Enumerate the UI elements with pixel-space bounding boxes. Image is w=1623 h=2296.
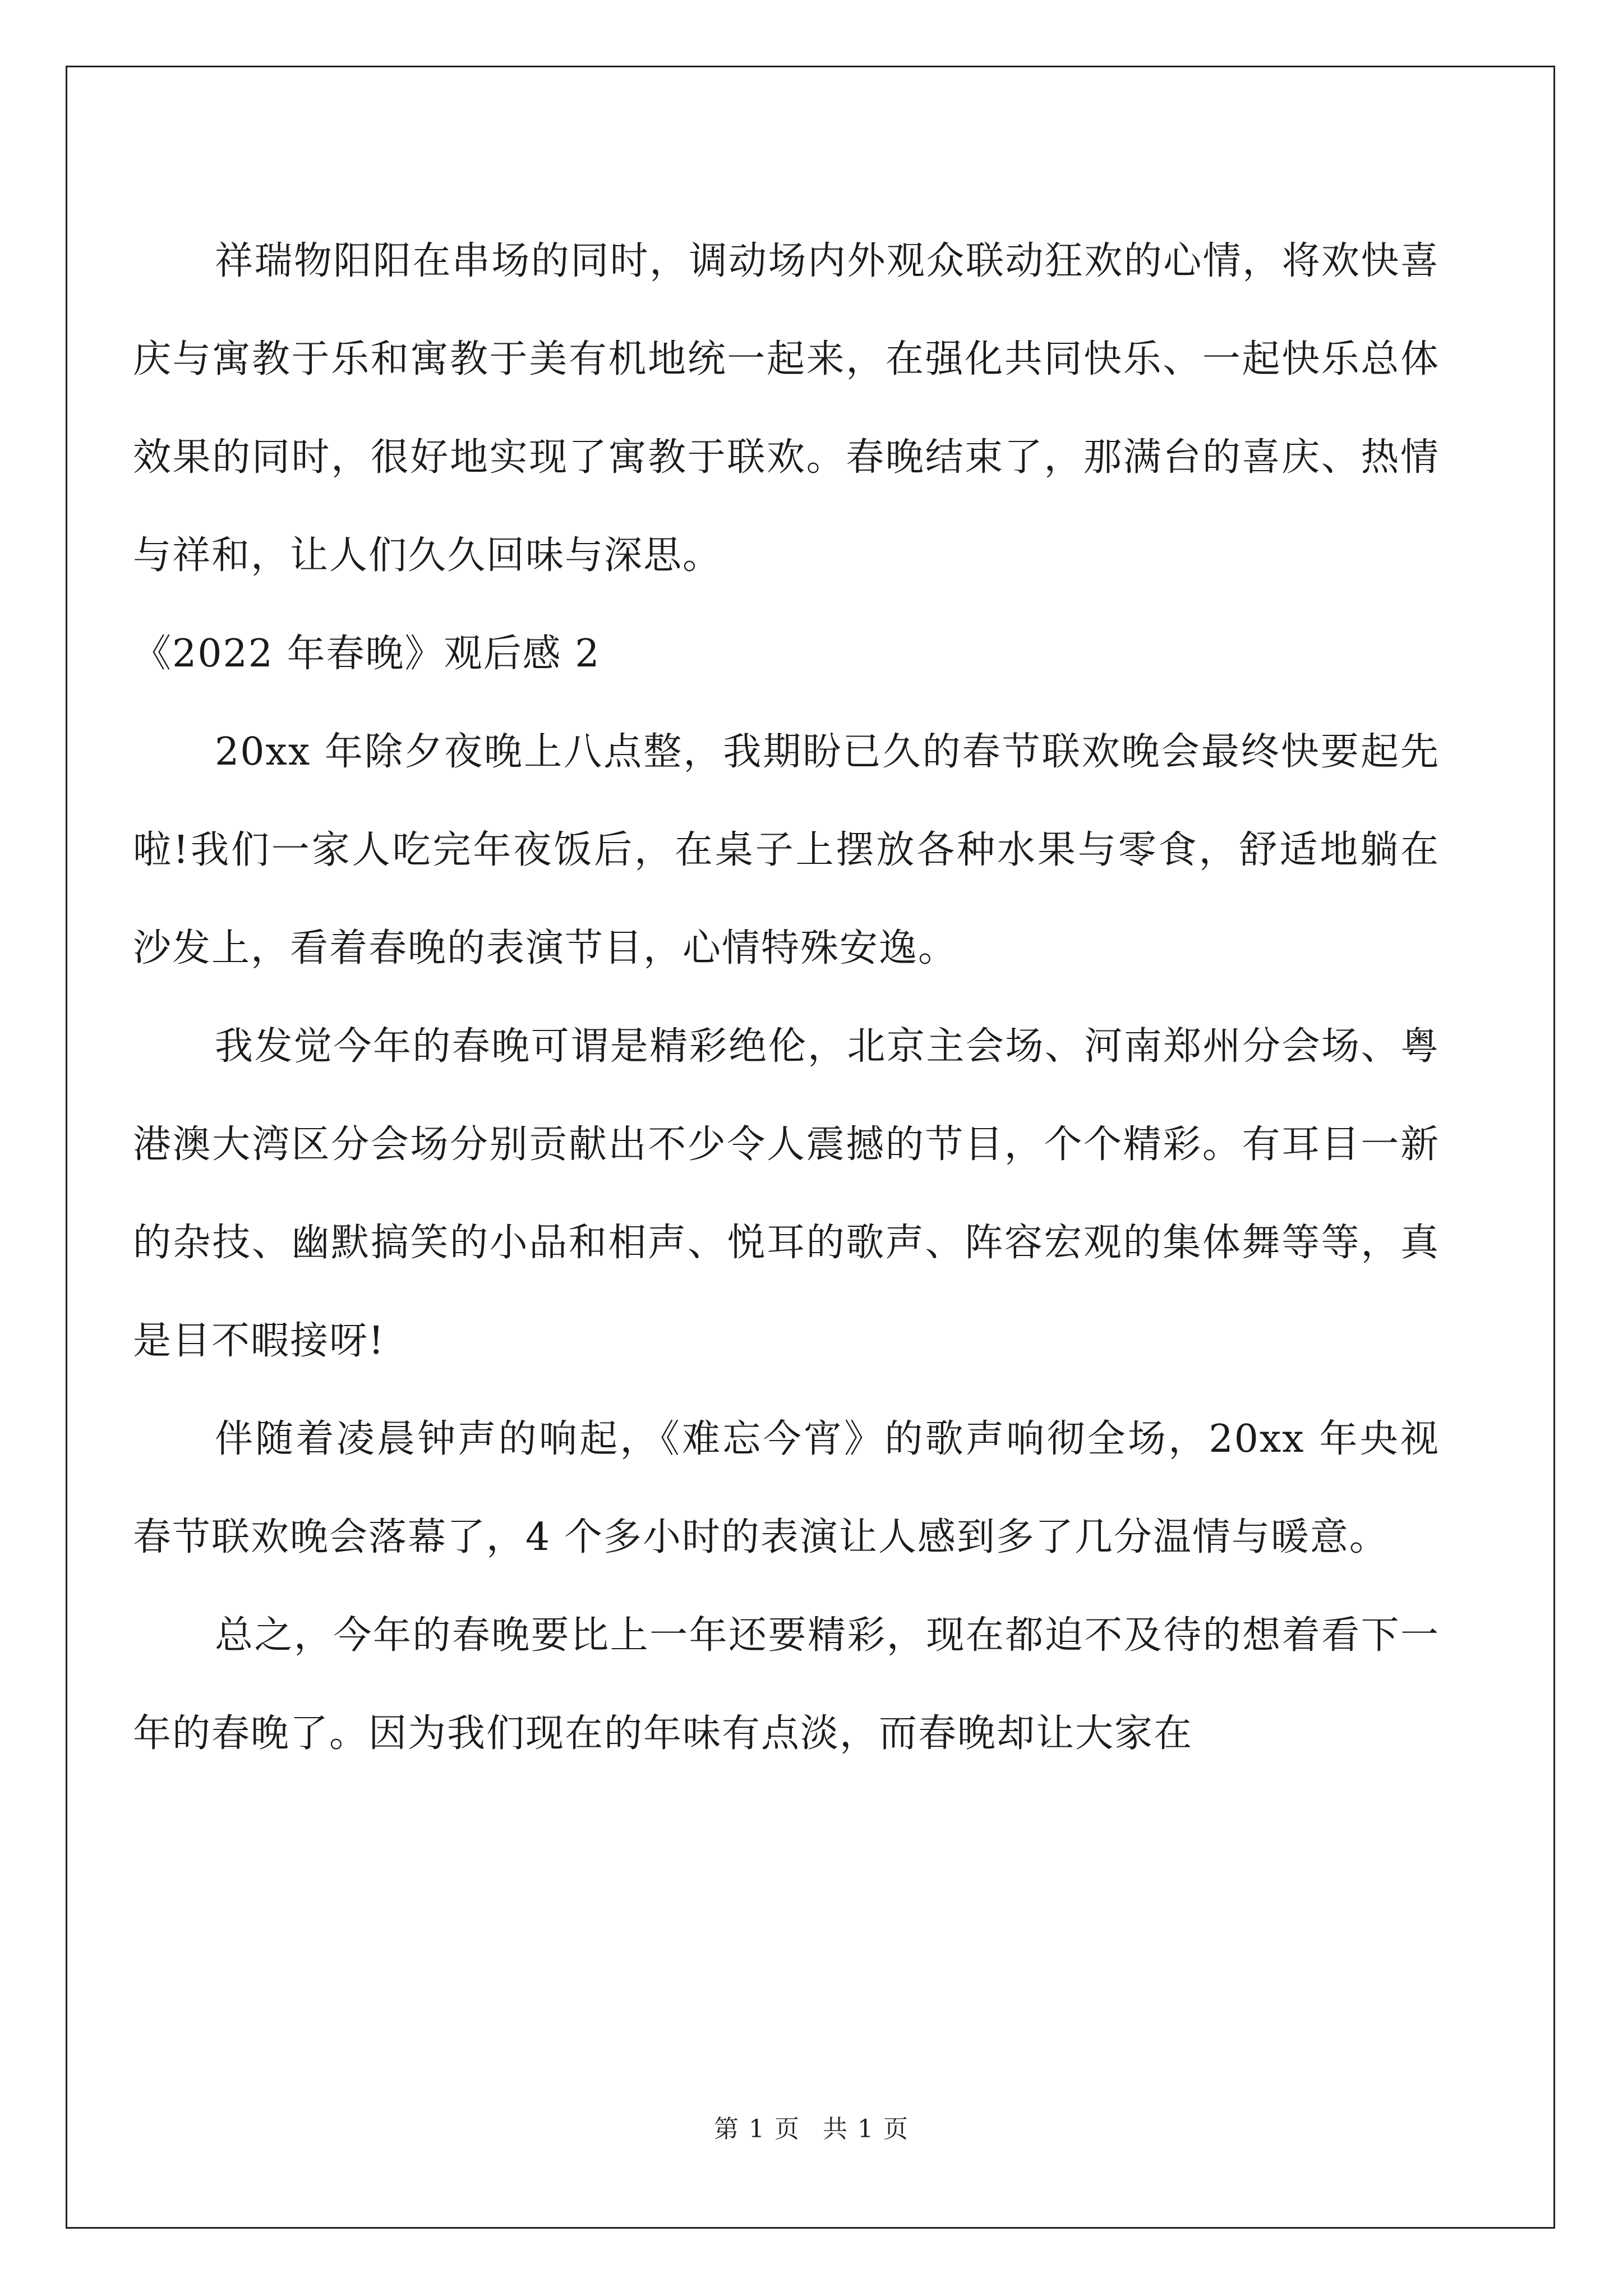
paragraph-1: 祥瑞物阳阳在串场的同时，调动场内外观众联动狂欢的心情，将欢快喜庆与寓教于乐和寓教于美有机地统一起来，在强化共同快乐、一起快乐总体效果的同时，很好地实现了寓教于联欢。春晚结束了，那满台的喜庆、热情与祥和，让人们久久回味与深思。 bbox=[133, 239, 1440, 578]
page-total: 共 1 页 bbox=[823, 2115, 909, 2143]
paragraph-3: 我发觉今年的春晚可谓是精彩绝伦，北京主会场、河南郑州分会场、粤港澳大湾区分会场分别贡献出不少令人震撼的节目，个个精彩。有耳目一新的杂技、幽默搞笑的小品和相声、悦耳的歌声、阵容宏观的集体舞等等，真是目不暇接呀! bbox=[133, 1024, 1440, 1363]
paragraph-2: 20xx 年除夕夜晚上八点整，我期盼已久的春节联欢晚会最终快要起先啦!我们一家人吃完年夜饭后，在桌子上摆放各种水果与零食，舒适地躺在沙发上，看着春晚的表演节目，心情特殊安逸。 bbox=[133, 730, 1440, 970]
page-footer bbox=[0, 2113, 1623, 2146]
page-number: 第 1 页 bbox=[714, 2115, 800, 2143]
document-body bbox=[133, 212, 1440, 1783]
paragraph-5: 总之，今年的春晚要比上一年还要精彩，现在都迫不及待的想着看下一年的春晚了。因为我们现在的年味有点淡，而春晚却让大家在 bbox=[133, 1613, 1440, 1756]
paragraph-4: 伴随着凌晨钟声的响起，《难忘今宵》的歌声响彻全场，20xx 年央视春节联欢晚会落幕了，4 个多小时的表演让人感到多了几分温情与暖意。 bbox=[133, 1417, 1440, 1559]
section-heading: 《2022 年春晚》观后感 2 bbox=[133, 632, 601, 676]
